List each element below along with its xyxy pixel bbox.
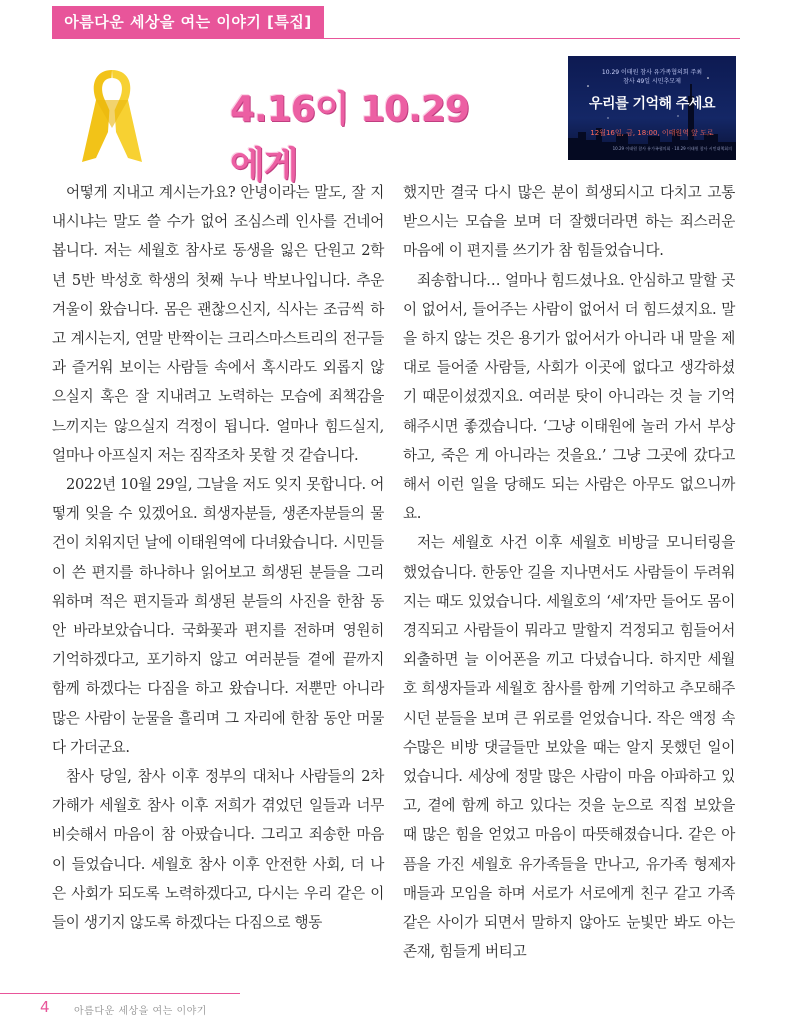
paragraph: 참사 당일, 참사 이후 정부의 대처나 사람들의 2차 가해가 세월호 참사 이후 저희가 겪었던 일들과 너무 비슷해서 마음이 참 아팠습니다. 그리고 죄송한 마음이 들었습니다. 세월호 참사 이후 안전한 사회, 더 나은 사회가 되도록 노력하겠다고, 다시는 우리 같은 이들이 생기지 않도록 하겠다는 다짐으로 행동 [52,768,384,932]
page-number: 4 [40,998,50,1016]
poster-headline: 우리를 기억해 주세요 [589,96,715,112]
paragraph: 했지만 결국 다시 많은 분이 희생되시고 다치고 고통받으시는 모습을 보며 더 잘했더라면 하는 죄스러운 마음에 이 편지를 쓰기가 참 힘들었습니다. [403,184,735,260]
poster-date: 12월16일, 금, 18:00, 이태원역 앞 도로 [590,129,714,137]
paragraph: 죄송합니다… 얼마나 힘드셨나요. 안심하고 말할 곳이 없어서, 들어주는 사람이 없어서 더 힘드셨지요. 말을 하지 않는 것은 용기가 없어서가 아니라 내 말을 제대로 들어줄 사람들, 사회가 이곳에 없다고 생각하셨기 때문이셨겠지요. 여러분 탓이 아니라는 것 늘 기억해주시면 좋겠습니다. ‘그냥 이태원에 놀러 가서 부상하고, 죽은 게 아니라는 것을요.’ 그냥 그곳에 갔다고 해서 이런 일을 당해도 되는 사람은 아무도 없으니까요. [403,271,735,523]
footer-divider [0,993,240,994]
article-title: 4.16이 10.29에게 [230,89,470,186]
poster-subtitle: 10.29 이태원 참사 유가족협의회 주최 참사 49일 시민추모제 [601,69,703,85]
section-header: 아름다운 세상을 여는 이야기 [특집] [52,6,324,38]
yellow-ribbon-icon [72,62,152,172]
paragraph: 2022년 10월 29일, 그날을 저도 잊지 못합니다. 어떻게 잊을 수 있겠어요. 희생자분들, 생존자분들의 물건이 치워지던 날에 이태원역에 다녀왔습니다. 시민들이 쓴 편지를 하나하나 읽어보고 희생된 분들을 그리워하며 적은 편지들과 희생된 분들의 사진을 한참 동안 바라보았습니다. 국화꽃과 편지를 전하며 영원히 기억하겠다고, 포기하지 않고 여러분들 곁에 끝까지 함께 하겠다는 다짐을 하고 왔습니다. 저뿐만 아니라 많은 사람이 눈물을 흘리며 그 자리에 한참 동안 머물다 가더군요. [52,476,384,756]
right-column [403,178,735,966]
poster-organizers: 10.29 이태원 참사 유가족협의회 · 10.29 이태원 참사 시민대책회의 [612,146,732,151]
paragraph: 저는 세월호 사건 이후 세월호 비방글 모니터링을 했었습니다. 한동안 길을 지나면서도 사람들이 두려워지는 때도 있었습니다. 세월호의 ‘세’자만 들어도 몸이 경직되고 사람들이 뭐라고 말할지 걱정되고 힘들어서 외출하면 늘 이어폰을 끼고 다녔습니다. 하지만 세월호 희생자들과 세월호 참사를 함께 기억하고 추모해주시던 분들을 보며 큰 위로를 얻었습니다. 작은 액정 속 수많은 비방 댓글들만 보았을 때는 알지 못했던 일이었습니다. 세상에 정말 많은 사람이 마음 아파하고 있고, 곁에 함께 하고 있다는 것을 눈으로 직접 보았을 때 많은 힘을 얻었고 마음이 따뜻해졌습니다. 같은 아픔을 가진 세월호 유가족들을 만나고, 유가족 형제자매들과 모임을 하며 서로가 서로에게 친구 같고 가족 같은 사이가 되면서 말하지 않아도 눈빛만 봐도 아는 존재, 힘들게 버티고 [403,534,735,961]
header-divider [52,38,740,39]
paragraph: 어떻게 지내고 계시는가요? 안녕이라는 말도, 잘 지내시냐는 말도 쓸 수가 없어 조심스레 인사를 건네어봅니다. 저는 세월호 참사로 동생을 잃은 단원고 2학년 5반 박성호 학생의 첫째 누나 박보나입니다. 추운 겨울이 왔습니다. 몸은 괜찮으신지, 식사는 조금씩 하고 계시는지, 연말 반짝이는 크리스마스트리의 전구들과 즐거워 보이는 사람들 속에서 혹시라도 외롭지 않으실지 혹은 잘 지내려고 노력하는 모습에 죄책감을 느끼지는 않으실지 걱정이 됩니다. 얼마나 힘드실지, 얼마나 아프실지 저는 짐작조차 못할 것 같습니다. [52,184,384,464]
left-column [52,178,384,937]
memorial-poster [568,56,736,160]
publication-name: 아름다운 세상을 여는 이야기 [74,1006,207,1017]
